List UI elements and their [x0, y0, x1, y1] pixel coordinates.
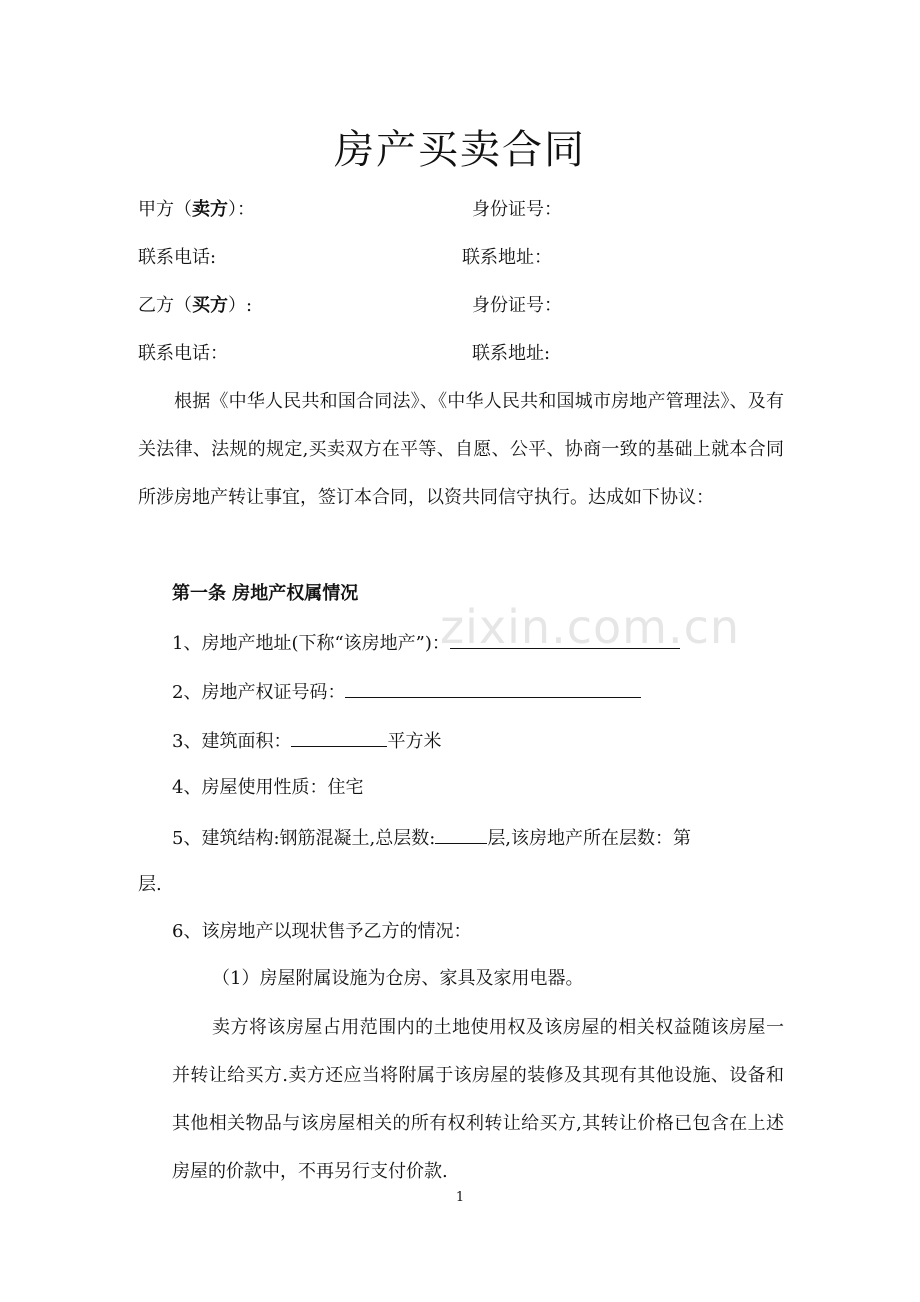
article-1-item-5-wrap: 层.: [138, 874, 162, 895]
party-a-label: 甲方（卖方）：: [138, 199, 255, 220]
address-blank: [450, 630, 680, 649]
contract-title: 房产买卖合同: [334, 127, 586, 173]
article-1-item-6-paragraph: 卖方将该房屋占用范围内的土地使用权及该房屋的相关权益随该房屋一并转让给买方.卖方还应当将附属于该房屋的装修及其现有其他设施、设备和其他相关物品与该房屋相关的所有权利转让给买方,其转让价格已包含在上述房屋的价款中，不再另行支付价款.: [172, 1017, 784, 1182]
party-b-id-label: 身份证号：: [472, 295, 562, 316]
article-1-item-3: 3、建筑面积： 平方米: [172, 728, 441, 754]
party-a-role: 卖方: [192, 199, 228, 220]
party-b-address-label: 联系地址:: [472, 343, 551, 364]
article-1-item-4: 4、房屋使用性质：住宅: [172, 777, 364, 798]
party-b-phone-label: 联系电话：: [138, 343, 228, 364]
article-1-item-6: 6、该房地产以现状售予乙方的情况：: [172, 921, 472, 942]
article-1-item-1: 1、房地产地址(下称“该房地产”)：: [172, 630, 680, 656]
article-1-item-5: 5、建筑结构:钢筋混凝土,总层数: 层,该房地产所在层数：第: [172, 825, 691, 851]
party-b-label: 乙方（买方）:: [138, 295, 253, 316]
total-floors-blank: [435, 825, 487, 844]
certificate-number-blank: [345, 679, 641, 698]
article-1-heading: 第一条 房地产权属情况: [172, 583, 359, 604]
article-1-item-6-sub-1: （1）房屋附属设施为仓房、家具及家用电器。: [212, 968, 584, 989]
party-a-id-label: 身份证号：: [472, 199, 562, 220]
party-a-address-label: 联系地址：: [462, 247, 552, 268]
watermark: zixin.com.cn: [440, 600, 741, 654]
page-number: 1: [455, 1190, 465, 1205]
preamble-paragraph: 根据《中华人民共和国合同法》、《中华人民共和国城市房地产管理法》、及有关法律、法规的规定,买卖双方在平等、自愿、公平、协商一致的基础上就本合同所涉房地产转让事宜，签订本合同，以资共同信守执行。达成如下协议：: [138, 391, 784, 508]
party-b-role: 买方: [192, 295, 228, 316]
area-blank: [291, 728, 387, 747]
article-1-item-2: 2、房地产权证号码：: [172, 679, 641, 705]
party-a-phone-label: 联系电话:: [138, 247, 217, 268]
